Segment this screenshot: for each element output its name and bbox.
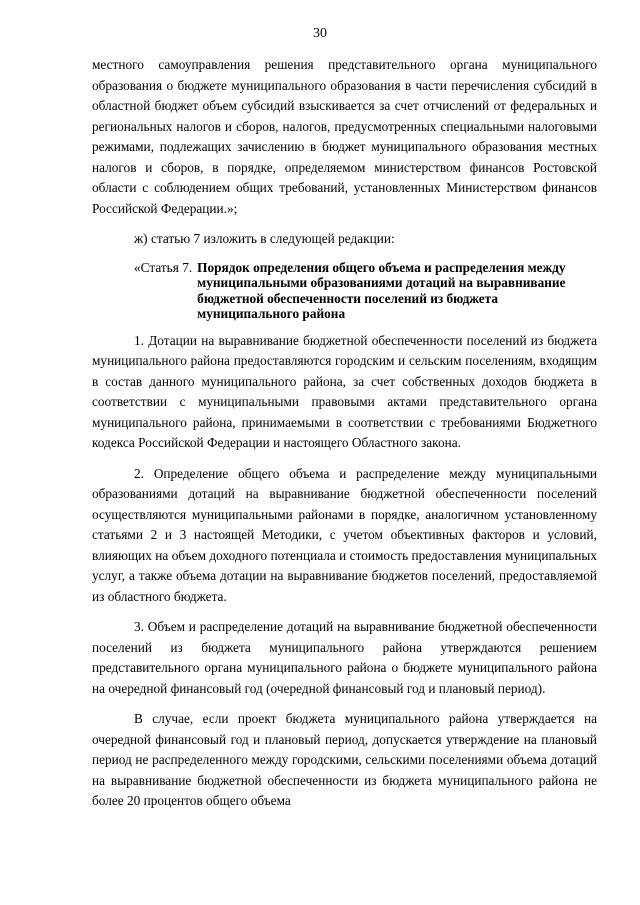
- paragraph-2: 2. Определение общего объема и распределение между муниципальными образованиями дотаций на выравнивание бюджетной обеспеченности поселений осуществляются муниципальными районами в порядке, аналогичном установленному статьями 2 и 3 настоящей Методики, с учетом объективных факторов и условий, влияющих на объем доходного потенциала и стоимость предоставления муниципальных услуг, а также объема дотации на выравнивание бюджетов поселений, предоставляемой из областного бюджета.: [92, 465, 597, 604]
- article-label: «Статья 7.: [134, 259, 193, 275]
- paragraph-amendment: ж) статью 7 изложить в следующей редакции:: [134, 231, 395, 246]
- paragraph-1: 1. Дотации на выравнивание бюджетной обеспеченности поселений из бюджета муниципального района предоставляются городским и сельским поселениям, входящим в состав данного муниципального района, за счет собственных доходов бюджета в соответствии с муниципальными правовыми актами представительного органа муниципального района, принимаемыми в соответствии с требованиями Бюджетного кодекса Российской Федерации и настоящего Областного закона.: [92, 332, 597, 450]
- document-body: [92, 55, 597, 812]
- paragraph-3: 3. Объем и распределение дотаций на выравнивание бюджетной обеспеченности поселений из бюджета муниципального района утверждаются решением представительного органа муниципального района о бюджете муниципального района на очередной финансовый год (очередной финансовый год и плановый период).: [92, 619, 597, 696]
- paragraph-continuation: местного самоуправления решения представительного органа муниципального образования о бюджете муниципального образования в части перечисления субсидий в областной бюджет объем субсидий взыскивается за счет отчислений от федеральных и региональных налогов и сборов, налогов, предусмотренных специальными налоговыми режимами, подлежащих зачислению в бюджет муниципального образования местных налогов и сборов, в порядке, определяемом министерством финансов Ростовской области с соблюдением общих требований, установленных Министерством финансов Российской Федерации.»;: [92, 57, 597, 216]
- article-heading: [92, 260, 597, 322]
- article-title: Порядок определения общего объема и распределения между муниципальными образованиями дотаций на выравнивание бюджетной обеспеченности поселений из бюджета муниципального района: [197, 259, 566, 321]
- page-number: 30: [313, 26, 327, 41]
- paragraph-4: В случае, если проект бюджета муниципального района утверждается на очередной финансовый год и плановый период, допускается утверждение на плановый период не распределенного между городскими, сельскими поселениями объема дотаций на выравнивание бюджетной обеспеченности из бюджета муниципального района не более 20 процентов общего объема: [92, 711, 597, 808]
